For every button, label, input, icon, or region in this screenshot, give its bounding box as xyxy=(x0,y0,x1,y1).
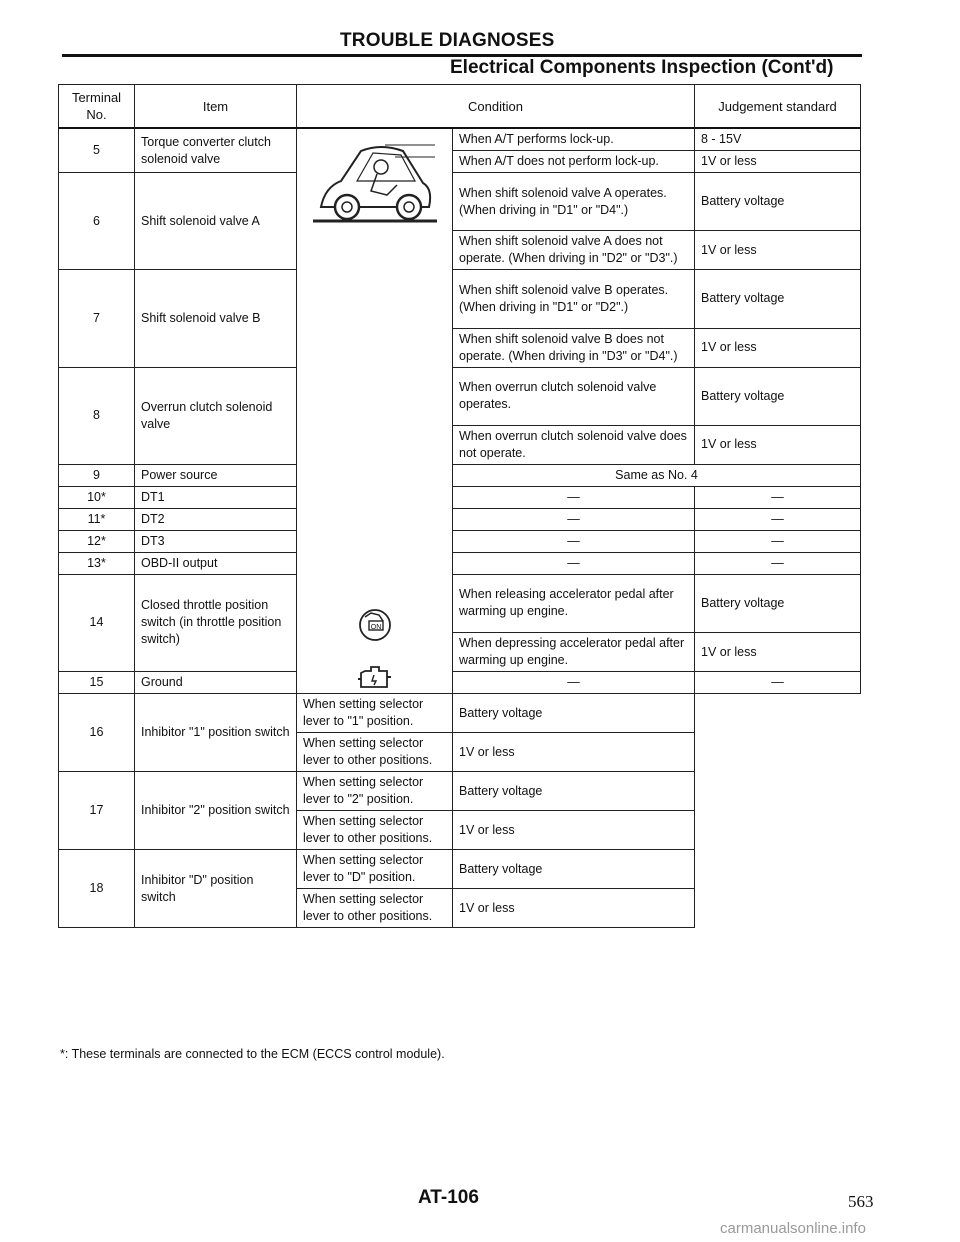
table-row xyxy=(59,367,861,425)
condition-text: When setting selector lever to other positions. xyxy=(297,733,453,772)
judgement-value: — xyxy=(695,486,861,508)
condition-text: When shift solenoid valve A operates. (When driving in "D1" or "D4".) xyxy=(453,173,695,231)
judgement-value: 1V or less xyxy=(695,425,861,464)
header-terminal: Terminal No. xyxy=(59,85,135,129)
terminal-no: 16 xyxy=(59,694,135,772)
condition-text: When shift solenoid valve A does not operate. (When driving in "D2" or "D3".) xyxy=(453,231,695,270)
condition-text: — xyxy=(453,508,695,530)
table-footnote: *: These terminals are connected to the ECM (ECCS control module). xyxy=(60,1047,445,1061)
item-name: OBD-II output xyxy=(135,552,297,574)
table-row xyxy=(59,672,861,694)
condition-text: When shift solenoid valve B does not operate. (When driving in "D3" or "D4".) xyxy=(453,328,695,367)
judgement-value: 1V or less xyxy=(695,633,861,672)
condition-text: When A/T does not perform lock-up. xyxy=(453,151,695,173)
item-name: Power source xyxy=(135,464,297,486)
terminal-no: 9 xyxy=(59,464,135,486)
judgement-value: — xyxy=(695,508,861,530)
item-name: Overrun clutch solenoid valve xyxy=(135,367,297,464)
terminal-no: 10* xyxy=(59,486,135,508)
condition-text: When overrun clutch solenoid valve operates. xyxy=(453,367,695,425)
condition-text: When A/T performs lock-up. xyxy=(453,128,695,151)
table-row xyxy=(59,552,861,574)
table-row xyxy=(59,173,861,231)
same-as-note: Same as No. 4 xyxy=(453,464,861,486)
table-header-row xyxy=(59,85,861,129)
judgement-value: 1V or less xyxy=(453,889,695,928)
judgement-value: 1V or less xyxy=(695,231,861,270)
terminal-no: 13* xyxy=(59,552,135,574)
item-name: Inhibitor "1" position switch xyxy=(135,694,297,772)
item-name: Inhibitor "D" position switch xyxy=(135,850,297,928)
judgement-value: Battery voltage xyxy=(453,850,695,889)
condition-text: When setting selector lever to "D" position. xyxy=(297,850,453,889)
terminal-no: 5 xyxy=(59,128,135,173)
terminal-no: 7 xyxy=(59,270,135,367)
item-name: Shift solenoid valve B xyxy=(135,270,297,367)
table-row xyxy=(59,772,861,811)
judgement-value: 1V or less xyxy=(453,811,695,850)
condition-text: — xyxy=(453,552,695,574)
terminal-no: 12* xyxy=(59,530,135,552)
judgement-value: Battery voltage xyxy=(695,270,861,328)
engine-icon xyxy=(357,661,393,691)
page-code: AT-106 xyxy=(418,1187,479,1208)
judgement-value: Battery voltage xyxy=(695,367,861,425)
table-row xyxy=(59,694,861,733)
condition-text: — xyxy=(453,672,695,694)
section-subtitle: Electrical Components Inspection (Cont'd) xyxy=(450,57,834,78)
condition-text: When setting selector lever to other positions. xyxy=(297,811,453,850)
item-name: Shift solenoid valve A xyxy=(135,173,297,270)
item-name: Inhibitor "2" position switch xyxy=(135,772,297,850)
terminal-no: 15 xyxy=(59,672,135,694)
condition-text: — xyxy=(453,530,695,552)
condition-text: When shift solenoid valve B operates. (When driving in "D1" or "D2".) xyxy=(453,270,695,328)
terminal-no: 6 xyxy=(59,173,135,270)
condition-text: When depressing accelerator pedal after warming up engine. xyxy=(453,633,695,672)
ignition-key-icon xyxy=(357,607,393,643)
item-name: DT2 xyxy=(135,508,297,530)
item-name: Closed throttle position switch (in throttle position switch) xyxy=(135,574,297,671)
judgement-value: Battery voltage xyxy=(453,772,695,811)
table-row xyxy=(59,574,861,632)
terminal-no: 18 xyxy=(59,850,135,928)
condition-text: When overrun clutch solenoid valve does not operate. xyxy=(453,425,695,464)
judgement-value: 1V or less xyxy=(453,733,695,772)
watermark: carmanualsonline.info xyxy=(720,1220,866,1237)
condition-text: When setting selector lever to "1" position. xyxy=(297,694,453,733)
judgement-value: Battery voltage xyxy=(695,574,861,632)
table-row xyxy=(59,270,861,328)
condition-text: — xyxy=(453,486,695,508)
key-on-label: ON xyxy=(370,624,381,631)
table-row xyxy=(59,464,861,486)
judgement-value: Battery voltage xyxy=(453,694,695,733)
terminal-no: 11* xyxy=(59,508,135,530)
condition-text: When setting selector lever to "2" position. xyxy=(297,772,453,811)
item-name: Torque converter clutch solenoid valve xyxy=(135,128,297,173)
judgement-value: — xyxy=(695,552,861,574)
condition-text: When releasing accelerator pedal after warming up engine. xyxy=(453,574,695,632)
illustration-cell-ignition-on xyxy=(297,128,453,694)
table-row xyxy=(59,530,861,552)
header-condition: Condition xyxy=(297,85,695,129)
inspection-table xyxy=(58,84,861,928)
item-name: Ground xyxy=(135,672,297,694)
judgement-value: — xyxy=(695,530,861,552)
judgement-value: 1V or less xyxy=(695,151,861,173)
page-number: 563 xyxy=(848,1192,874,1211)
terminal-no: 14 xyxy=(59,574,135,671)
judgement-value: 1V or less xyxy=(695,328,861,367)
judgement-value: — xyxy=(695,672,861,694)
item-name: DT3 xyxy=(135,530,297,552)
header-judgement: Judgement standard xyxy=(695,85,861,129)
table-row xyxy=(59,508,861,530)
table-row xyxy=(59,128,861,151)
judgement-value: Battery voltage xyxy=(695,173,861,231)
header-item: Item xyxy=(135,85,297,129)
item-name: DT1 xyxy=(135,486,297,508)
table-row xyxy=(59,850,861,889)
table-row xyxy=(59,486,861,508)
driving-car-icon xyxy=(311,137,439,227)
terminal-no: 17 xyxy=(59,772,135,850)
condition-text: When setting selector lever to other positions. xyxy=(297,889,453,928)
terminal-no: 8 xyxy=(59,367,135,464)
judgement-value: 8 - 15V xyxy=(695,128,861,151)
page-title: TROUBLE DIAGNOSES xyxy=(340,30,555,51)
